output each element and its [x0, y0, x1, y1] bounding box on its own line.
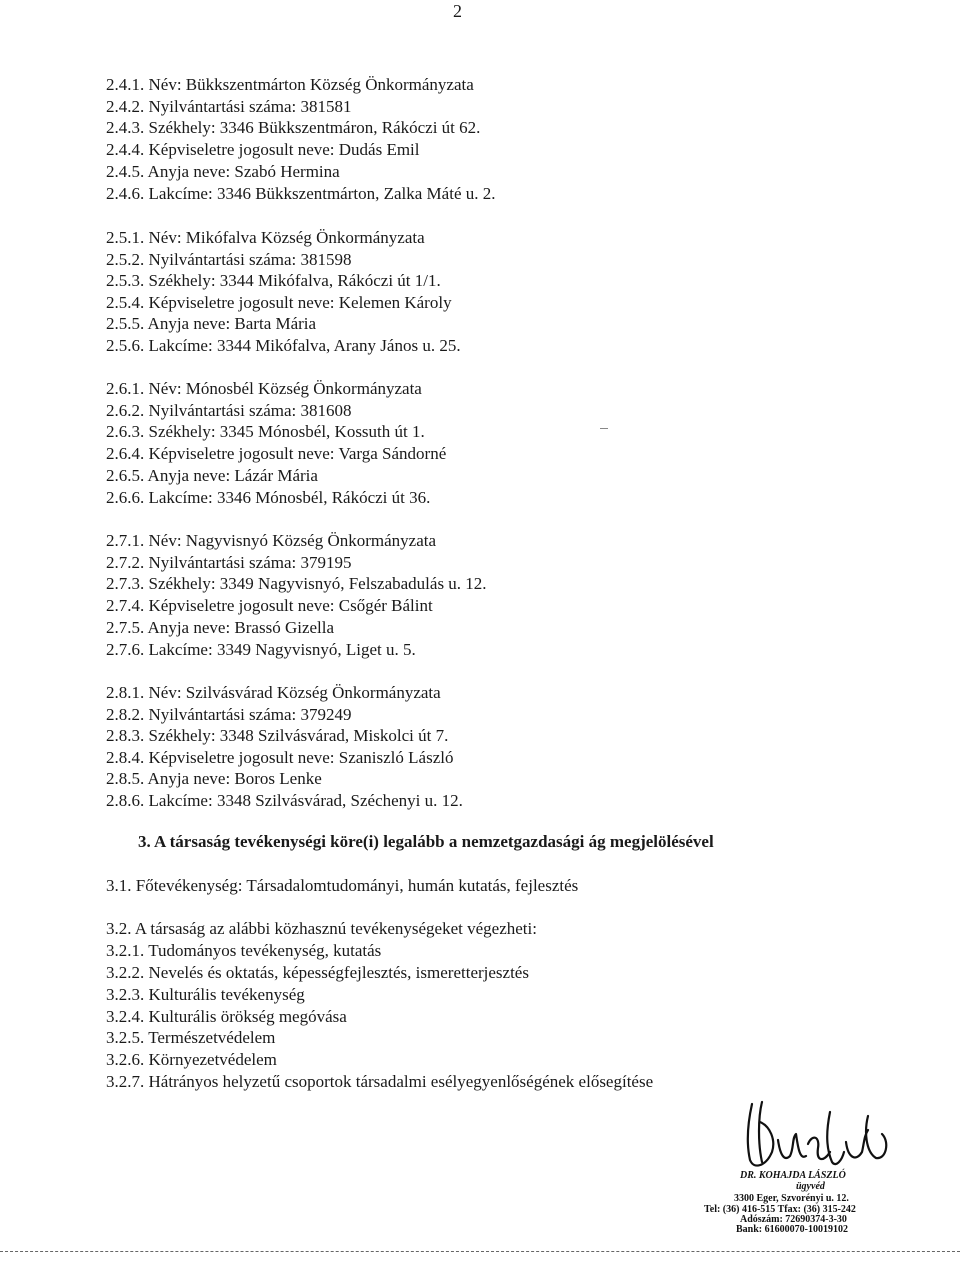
text-line: 2.7.3. Székhely: 3349 Nagyvisnyó, Felszabadulás u. 12.	[106, 574, 487, 593]
text-line: 2.4.6. Lakcíme: 3346 Bükkszentmárton, Zalka Máté u. 2.	[106, 184, 496, 203]
list-item: 3.2.5. Természetvédelem	[106, 1028, 276, 1047]
list-item: 3.2.4. Kulturális örökség megóvása	[106, 1007, 347, 1026]
text-line: 2.4.1. Név: Bükkszentmárton Község Önkormányzata	[106, 75, 474, 94]
signature-stamp-image	[700, 1082, 930, 1232]
list-item: 3.2.7. Hátrányos helyzetű csoportok társadalmi esélyegyenlőségének elősegítése	[106, 1072, 654, 1091]
text-line: 2.6.5. Anyja neve: Lázár Mária	[106, 466, 318, 485]
text-line: 2.5.4. Képviseletre jogosult neve: Kelemen Károly	[106, 293, 452, 312]
footer-rule	[0, 1251, 960, 1252]
text-line: 2.7.4. Képviseletre jogosult neve: Csőgér Bálint	[106, 596, 433, 615]
text-line: 3.2. A társaság az alábbi közhasznú tevékenységeket végezheti:	[106, 919, 537, 938]
text-line: 2.8.2. Nyilvántartási száma: 379249	[106, 705, 352, 724]
text-line: 2.6.4. Képviseletre jogosult neve: Varga Sándorné	[106, 444, 447, 463]
svg-text:Adószám: 72690374-3-30: Adószám: 72690374-3-30	[740, 1214, 847, 1225]
text-line: 2.7.1. Név: Nagyvisnyó Község Önkormányzata	[106, 531, 437, 550]
list-item: 3.2.1. Tudományos tevékenység, kutatás	[106, 941, 382, 960]
text-line: 2.5.5. Anyja neve: Barta Mária	[106, 314, 317, 333]
list-item: 3.2.2. Nevelés és oktatás, képességfejlesztés, ismeretterjesztés	[106, 963, 529, 982]
text-line: 2.6.2. Nyilvántartási száma: 381608	[106, 401, 352, 420]
svg-text:3300 Eger, Szvorényi u. 12.: 3300 Eger, Szvorényi u. 12.	[734, 1193, 849, 1204]
text-line: 2.8.1. Név: Szilvásvárad Község Önkormányzata	[106, 683, 441, 702]
stray-mark	[600, 428, 608, 429]
text-line: 2.7.2. Nyilvántartási száma: 379195	[106, 553, 352, 572]
text-line: 2.4.4. Képviseletre jogosult neve: Dudás Emil	[106, 140, 420, 159]
section-heading: 3. A társaság tevékenységi köre(i) legalább a nemzetgazdasági ág megjelölésével	[138, 832, 714, 851]
svg-text:DR. KOHAJDA LÁSZLÓ: DR. KOHAJDA LÁSZLÓ	[740, 1170, 846, 1181]
text-line: 2.7.5. Anyja neve: Brassó Gizella	[106, 618, 335, 637]
text-line: 2.6.3. Székhely: 3345 Mónosbél, Kossuth út 1.	[106, 422, 425, 441]
text-line: 2.4.5. Anyja neve: Szabó Hermina	[106, 162, 340, 181]
svg-text:Bank: 61600070-10019102: Bank: 61600070-10019102	[736, 1224, 848, 1232]
text-line: 2.4.2. Nyilvántartási száma: 381581	[106, 97, 352, 116]
text-line: 2.6.6. Lakcíme: 3346 Mónosbél, Rákóczi út 36.	[106, 488, 431, 507]
text-line: 2.5.3. Székhely: 3344 Mikófalva, Rákóczi út 1/1.	[106, 271, 441, 290]
text-line: 2.7.6. Lakcíme: 3349 Nagyvisnyó, Liget u. 5.	[106, 640, 416, 659]
svg-text:ügyvéd: ügyvéd	[796, 1181, 825, 1192]
page-number: 2	[453, 1, 462, 21]
list-item: 3.2.3. Kulturális tevékenység	[106, 985, 305, 1004]
text-line: 2.5.1. Név: Mikófalva Község Önkormányzata	[106, 228, 425, 247]
text-line: 2.8.3. Székhely: 3348 Szilvásvárad, Miskolci út 7.	[106, 726, 449, 745]
text-line: 2.5.6. Lakcíme: 3344 Mikófalva, Arany János u. 25.	[106, 336, 461, 355]
text-line: 2.4.3. Székhely: 3346 Bükkszentmáron, Rákóczi út 62.	[106, 118, 481, 137]
list-item: 3.2.6. Környezetvédelem	[106, 1050, 277, 1069]
text-line: 3.1. Főtevékenység: Társadalomtudományi, humán kutatás, fejlesztés	[106, 876, 579, 895]
signature-stamp	[700, 1082, 930, 1232]
svg-text:Tel: (36) 416-515 Tfax: (36) 3: Tel: (36) 416-515 Tfax: (36) 315-242	[704, 1204, 856, 1215]
text-line: 2.6.1. Név: Mónosbél Község Önkormányzata	[106, 379, 422, 398]
text-line: 2.8.5. Anyja neve: Boros Lenke	[106, 769, 322, 788]
text-line: 2.8.6. Lakcíme: 3348 Szilvásvárad, Széchenyi u. 12.	[106, 791, 463, 810]
text-line: 2.5.2. Nyilvántartási száma: 381598	[106, 250, 352, 269]
text-line: 2.8.4. Képviseletre jogosult neve: Szaniszló László	[106, 748, 454, 767]
